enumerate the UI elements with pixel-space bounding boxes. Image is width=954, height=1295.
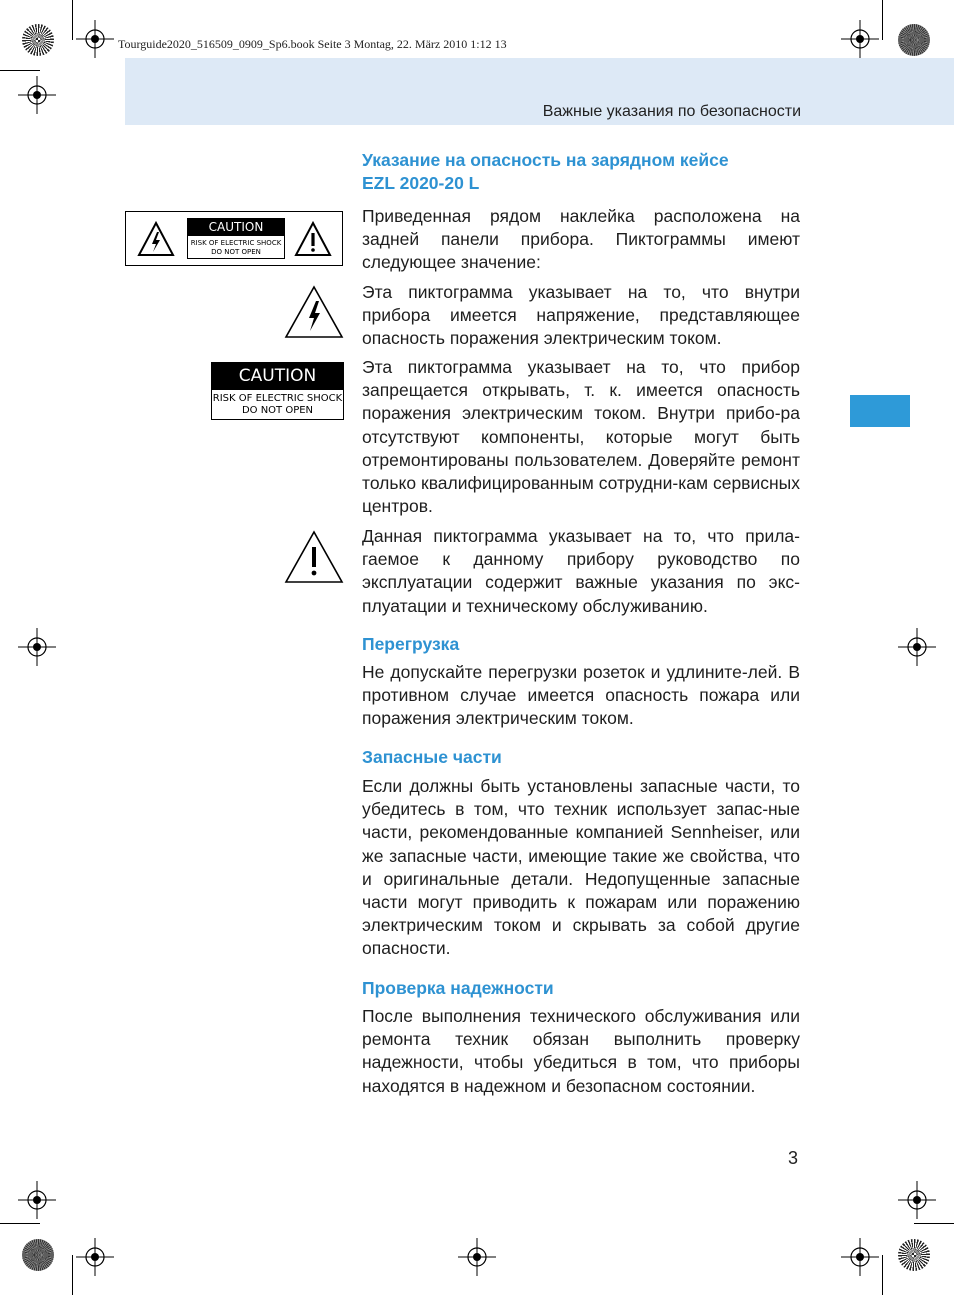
registration-mark-icon [18, 1181, 56, 1219]
caution-pictogram-risk-line1: RISK OF ELECTRIC SHOCK [212, 393, 343, 404]
color-target-icon [22, 1239, 54, 1271]
registration-mark-icon [18, 628, 56, 666]
overload-body [362, 661, 800, 731]
caution-explanation-block [362, 356, 800, 518]
crop-mark [0, 70, 40, 71]
registration-mark-icon [841, 20, 879, 58]
lightning-warning-icon [284, 285, 344, 339]
ezl-intro-block [362, 205, 800, 275]
registration-mark-icon [76, 20, 114, 58]
overload-heading: Перегрузка [362, 634, 460, 654]
ezl-intro-text: Приведенная рядом наклейка расположена на задней панели прибора. Пиктограммы имеют следующее значение: [362, 206, 800, 273]
caution-sticker [125, 211, 343, 266]
ezl-heading [362, 149, 800, 195]
exclamation-explanation-text: Данная пиктограмма указывает на то, что прила-гаемое к данному прибору руководство по эксплуатации содержит важные указания по экс-плуатации и техническому обслуживанию. [362, 526, 800, 616]
crop-mark [914, 1223, 954, 1224]
exclamation-explanation-block [362, 525, 800, 618]
registration-mark-icon [841, 1238, 879, 1276]
crop-mark [882, 1255, 883, 1295]
color-target-icon [898, 24, 930, 56]
caution-sticker-risk-line2: DO NOT OPEN [188, 248, 284, 257]
spare-parts-text: Если должны быть установлены запасные части, то убедитесь в том, что техник использует запас-ные части, рекомендованные компанией Sennheiser, или же запасные части, имеющие такие же свойства, что и оригинальные детали. Недопущенные запасные части могут приводить к пожарам или поражению электрическим током и скрывать за собой другие опасности. [362, 776, 800, 959]
overload-text: Не допускайте перегрузки розеток и удлините-лей. В противном случае имеется опасность пожара или поражения электрическим током. [362, 662, 800, 729]
header-band [125, 58, 954, 125]
caution-pictogram [211, 362, 344, 420]
caution-explanation-text: Эта пиктограмма указывает на то, что прибор запрещается открывать, т. к. имеется опасность поражения электрическим током. Внутри прибо-ра отсутствуют компоненты, которые могут быть отремонтированы пользователем. Доверяйте ремонт только квалифицированным сотрудни-кам сервисных центров. [362, 357, 800, 517]
caution-sticker-center [187, 218, 285, 259]
lightning-explanation-block [362, 281, 800, 351]
print-slug-line: Tourguide2020_516509_0909_Sp6.book Seite 3 Montag, 22. März 2010 1:12 13 [118, 37, 507, 51]
crop-mark [882, 0, 883, 40]
safety-check-text: После выполнения технического обслуживания или ремонта техник обязан выполнить проверку надежности, чтобы убедиться в том, что приборы находятся в надежном и безопасном состоянии. [362, 1006, 800, 1096]
color-target-icon [22, 24, 54, 56]
registration-mark-icon [898, 1181, 936, 1219]
caution-sticker-title: CAUTION [188, 219, 284, 236]
spare-parts-heading: Запасные части [362, 747, 502, 767]
safety-check-body [362, 1005, 800, 1098]
safety-check-section [362, 977, 800, 1000]
overload-section [362, 633, 800, 656]
crop-mark [0, 1223, 40, 1224]
safety-check-heading: Проверка надежности [362, 978, 554, 998]
color-target-icon [898, 1239, 930, 1271]
registration-mark-icon [18, 76, 56, 114]
registration-mark-icon [458, 1238, 496, 1276]
spare-parts-body [362, 775, 800, 961]
caution-pictogram-title: CAUTION [212, 363, 343, 390]
lightning-warning-icon [137, 220, 175, 258]
caution-sticker-risk-line1: RISK OF ELECTRIC SHOCK [188, 238, 284, 248]
registration-mark-icon [898, 628, 936, 666]
lightning-explanation-text: Эта пиктограмма указывает на то, что внутри прибора имеется напряжение, представляющее опасность поражения электрическим током. [362, 282, 800, 349]
crop-mark [72, 0, 73, 40]
ezl-heading-line2: EZL 2020-20 L [362, 173, 480, 193]
spare-parts-section [362, 746, 800, 769]
ezl-heading-line1: Указание на опасность на зарядном кейсе [362, 150, 729, 170]
crop-mark [72, 1255, 73, 1295]
page-number: 3 [788, 1148, 799, 1168]
exclamation-warning-icon [284, 530, 344, 584]
caution-pictogram-risk-line2: DO NOT OPEN [212, 405, 343, 417]
chapter-tab-marker [850, 395, 910, 427]
page-header-title: Важные указания по безопасности [542, 103, 801, 120]
exclamation-warning-icon [294, 220, 332, 258]
registration-mark-icon [76, 1238, 114, 1276]
